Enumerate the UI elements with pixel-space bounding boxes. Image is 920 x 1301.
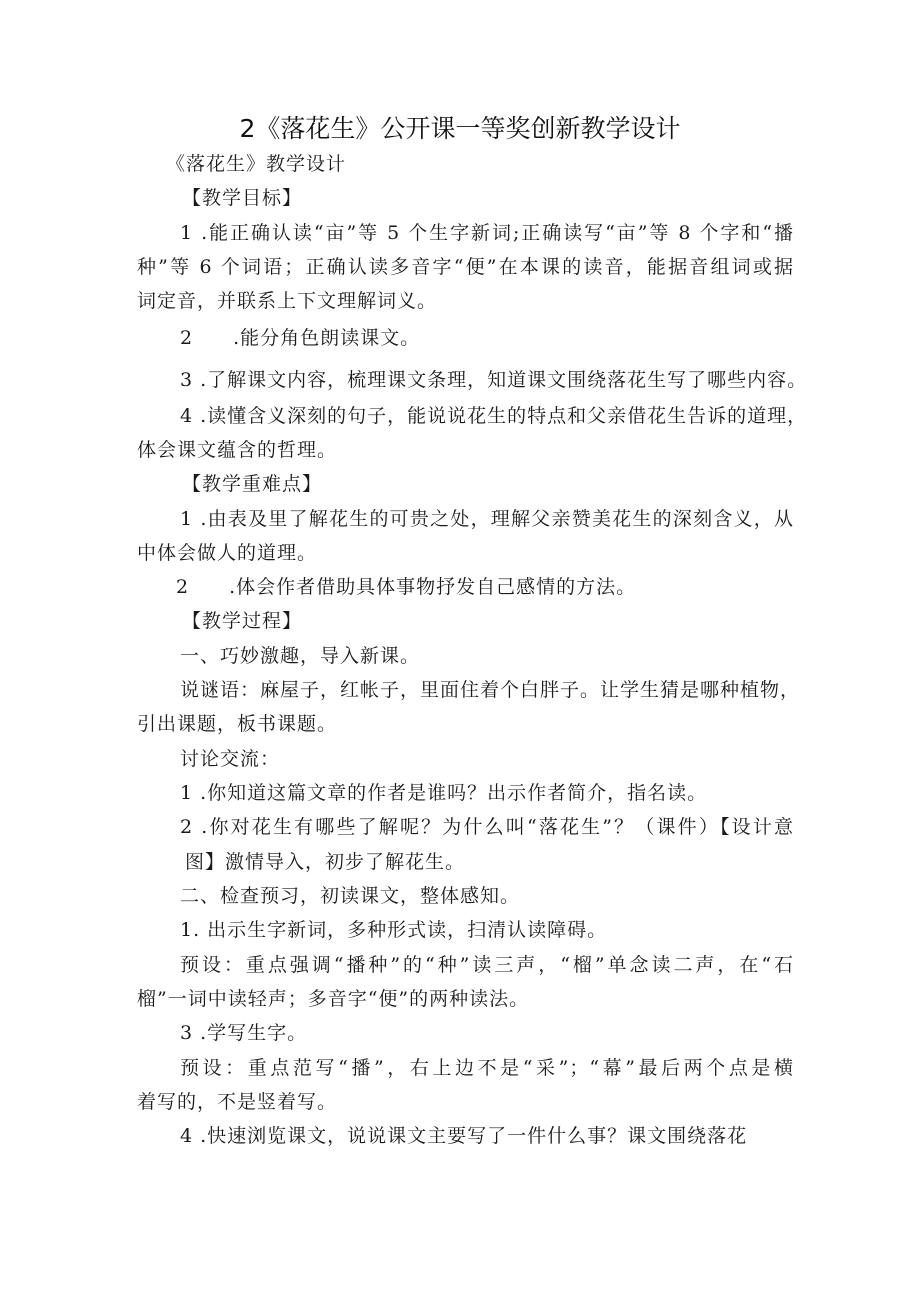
- preview-item-3: 3 .学写生字。: [180, 1022, 308, 1044]
- preview-item-1: 1. 出示生字新词，多种形式读，扫清认读障碍。: [180, 919, 608, 941]
- discussion-label: 讨论交流：: [180, 748, 281, 770]
- section-heading-key-points: 【教学重难点】: [182, 473, 323, 495]
- document-title: 2《落花生》公开课一等奖创新教学设计: [239, 114, 681, 143]
- goal-2: 2 .能分角色朗读课文。: [180, 327, 421, 349]
- riddle-line-2: 引出课题，板书课题。: [137, 713, 338, 735]
- preset-1-line-1: 预设：重点强调“播种”的“种”读三声，“榴”单念读二声，在“石: [180, 954, 794, 976]
- subtitle: 《落花生》教学设计: [166, 153, 347, 175]
- goal-1-line-1: 1 .能正确认读“亩”等 5 个生字新词;正确读写“亩”等 8 个字和“播: [180, 222, 794, 244]
- process-step-2-heading: 二、检查预习，初读课文，整体感知。: [180, 885, 521, 907]
- discussion-item-2-line-2: 图】激情导入，初步了解花生。: [185, 851, 466, 873]
- section-heading-goals: 【教学目标】: [182, 187, 303, 209]
- preview-item-4: 4 .快速浏览课文，说说课文主要写了一件什么事？课文围绕落花: [180, 1125, 748, 1147]
- goal-3: 3 .了解课文内容，梳理课文条理，知道课文围绕落花生写了哪些内容。: [180, 369, 808, 391]
- discussion-item-2-line-1: 2 .你对花生有哪些了解呢？为什么叫“落花生”？（课件）【设计意: [180, 816, 794, 838]
- section-heading-process: 【教学过程】: [182, 610, 303, 632]
- key-point-1-line-2: 中体会做人的道理。: [137, 542, 318, 564]
- preset-2-line-1: 预设：重点范写“播”，右上边不是“采”；“幕”最后两个点是横: [180, 1057, 794, 1079]
- goal-1-line-3: 词定音，并联系上下文理解词义。: [137, 290, 438, 312]
- goal-1-line-2: 种”等 6 个词语；正确认读多音字“便”在本课的读音，能据音组词或据: [137, 256, 794, 278]
- preset-1-line-2: 榴”一词中读轻声；多音字“便”的两种读法。: [137, 988, 530, 1010]
- riddle-line-1: 说谜语：麻屋子，红帐子，里面住着个白胖子。让学生猜是哪种植物，: [180, 679, 801, 701]
- goal-4-line-1: 4 .读懂含义深刻的句子，能说说花生的特点和父亲借花生告诉的道理，: [180, 405, 808, 427]
- discussion-item-1: 1 .你知道这篇文章的作者是谁吗？出示作者简介，指名读。: [180, 782, 708, 804]
- key-point-2: 2 .体会作者借助具体事物抒发自己感情的方法。: [176, 576, 637, 598]
- goal-4-line-2: 体会课文蕴含的哲理。: [137, 439, 338, 461]
- process-step-1-heading: 一、巧妙激趣，导入新课。: [180, 645, 421, 667]
- preset-2-line-2: 着写的，不是竖着写。: [137, 1091, 338, 1113]
- key-point-1-line-1: 1 .由表及里了解花生的可贵之处，理解父亲赞美花生的深刻含义，从: [180, 508, 794, 530]
